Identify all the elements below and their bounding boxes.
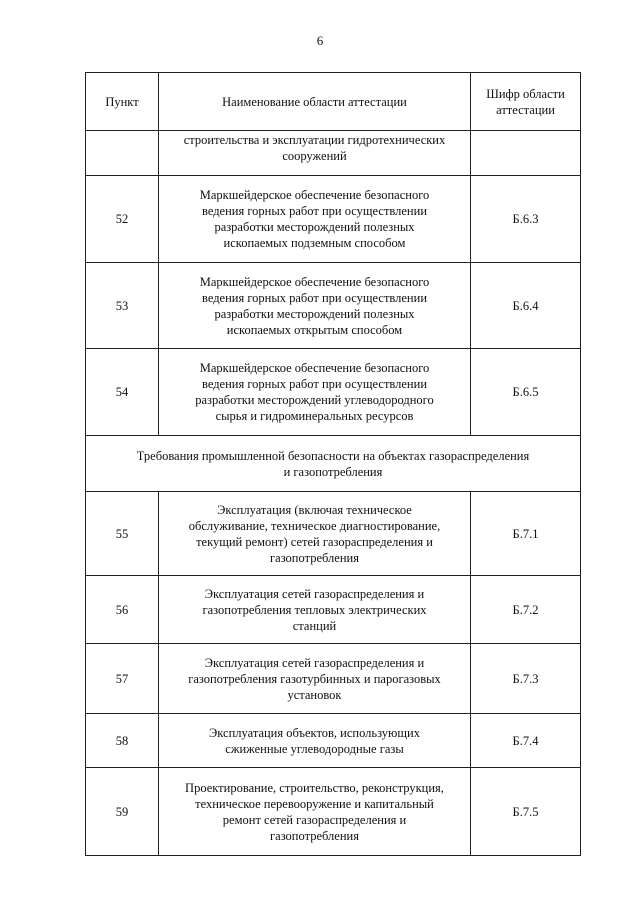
cell-item: 58 — [86, 714, 159, 768]
cell-code — [471, 131, 581, 176]
cell-code: Б.7.4 — [471, 714, 581, 768]
header-code: Шифр области аттестации — [471, 73, 581, 131]
attestation-table — [85, 72, 581, 856]
cell-code: Б.7.5 — [471, 768, 581, 856]
cell-code: Б.7.1 — [471, 492, 581, 576]
cell-name: Эксплуатация сетей газораспределения и газопотребления тепловых электрических станций — [159, 576, 471, 644]
cell-code: Б.6.4 — [471, 263, 581, 349]
cell-name: Эксплуатация объектов, использующих сжиженные углеводородные газы — [159, 714, 471, 768]
cell-item — [86, 131, 159, 176]
cell-code: Б.6.3 — [471, 176, 581, 263]
cell-name: Маркшейдерское обеспечение безопасного ведения горных работ при осуществлении разработки месторождений полезных ископаемых открытым способом — [159, 263, 471, 349]
table-row — [86, 263, 581, 349]
cell-name: Маркшейдерское обеспечение безопасного ведения горных работ при осуществлении разработки месторождений углеводородного сырья и гидроминеральных ресурсов — [159, 349, 471, 436]
header-name: Наименование области аттестации — [159, 73, 471, 131]
cell-item: 52 — [86, 176, 159, 263]
cell-name: Эксплуатация (включая техническое обслуживание, техническое диагностирование, текущий ремонт) сетей газораспределения и газопотребления — [159, 492, 471, 576]
table-row — [86, 176, 581, 263]
table-row-continuation — [86, 131, 581, 176]
cell-name: Эксплуатация сетей газораспределения и газопотребления газотурбинных и парогазовых установок — [159, 644, 471, 714]
table-row — [86, 492, 581, 576]
table-row — [86, 714, 581, 768]
header-item: Пункт — [86, 73, 159, 131]
cell-name: Маркшейдерское обеспечение безопасного ведения горных работ при осуществлении разработки месторождений полезных ископаемых подземным способом — [159, 176, 471, 263]
cell-name: строительства и эксплуатации гидротехнических сооружений — [159, 131, 471, 176]
cell-item: 56 — [86, 576, 159, 644]
table-row — [86, 576, 581, 644]
cell-code: Б.6.5 — [471, 349, 581, 436]
section-title: Требования промышленной безопасности на объектах газораспределения и газопотребления — [86, 436, 581, 492]
cell-item: 54 — [86, 349, 159, 436]
cell-item: 57 — [86, 644, 159, 714]
cell-code: Б.7.3 — [471, 644, 581, 714]
cell-name: Проектирование, строительство, реконструкция, техническое перевооружение и капитальный ремонт сетей газораспределения и газопотребления — [159, 768, 471, 856]
cell-item: 53 — [86, 263, 159, 349]
table-row — [86, 644, 581, 714]
table-row — [86, 768, 581, 856]
cell-item: 55 — [86, 492, 159, 576]
cell-item: 59 — [86, 768, 159, 856]
table-header-row — [86, 73, 581, 131]
table-row — [86, 349, 581, 436]
section-header-row — [86, 436, 581, 492]
cell-code: Б.7.2 — [471, 576, 581, 644]
page-number: 6 — [316, 33, 324, 48]
